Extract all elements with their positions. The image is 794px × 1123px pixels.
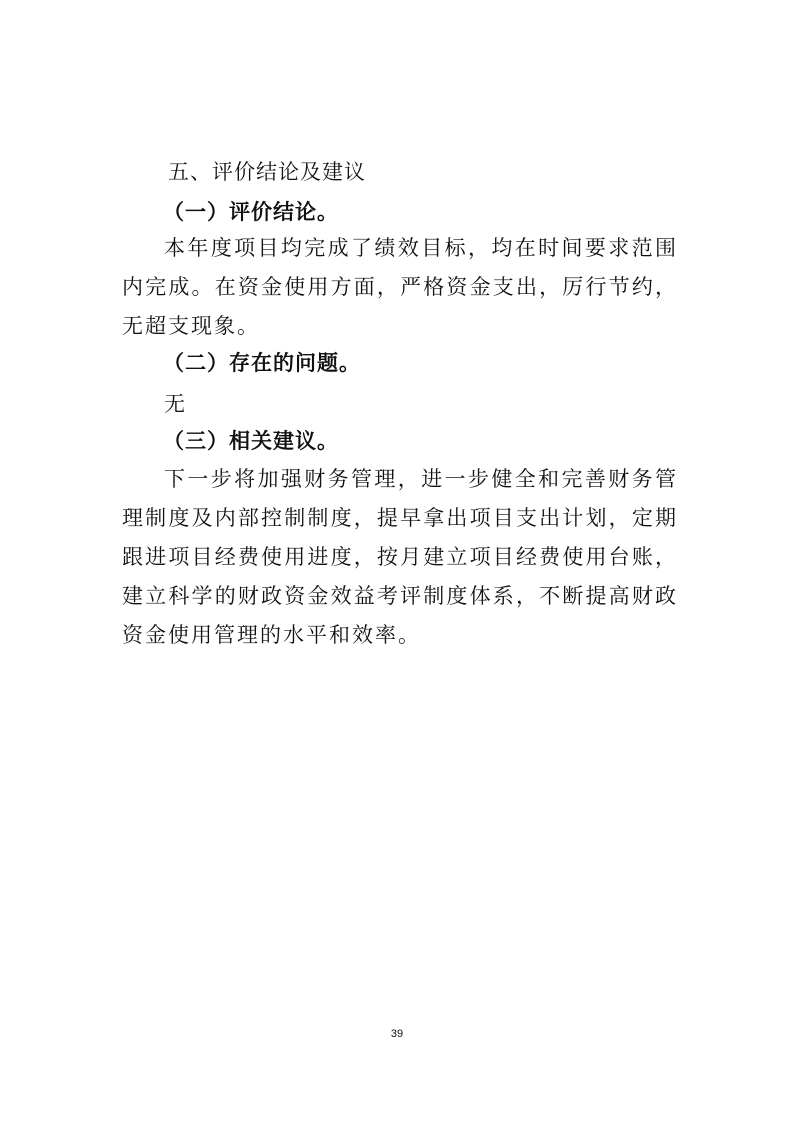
paragraph-suggestions: 下一步将加强财务管理，进一步健全和完善财务管理制度及内部控制制度，提早拿出项目支出计划，定期跟进项目经费使用进度，按月建立项目经费使用台账，建立科学的财政资金效益考评制度体系，不断提高财政资金使用管理的水平和效率。 [122, 467, 678, 647]
page-number: 39 [390, 1028, 404, 1040]
paragraph-problems: 无 [164, 392, 187, 416]
subheading-conclusion: （一）评价结论。 [163, 200, 339, 224]
section-heading: 五、评价结论及建议 [168, 160, 366, 184]
subheading-problems: （二）存在的问题。 [163, 351, 361, 375]
subheading-suggestions: （三）相关建议。 [163, 429, 339, 453]
paragraph-conclusion: 本年度项目均完成了绩效目标，均在时间要求范围内完成。在资金使用方面，严格资金支出，厉行节约，无超支现象。 [122, 236, 678, 338]
